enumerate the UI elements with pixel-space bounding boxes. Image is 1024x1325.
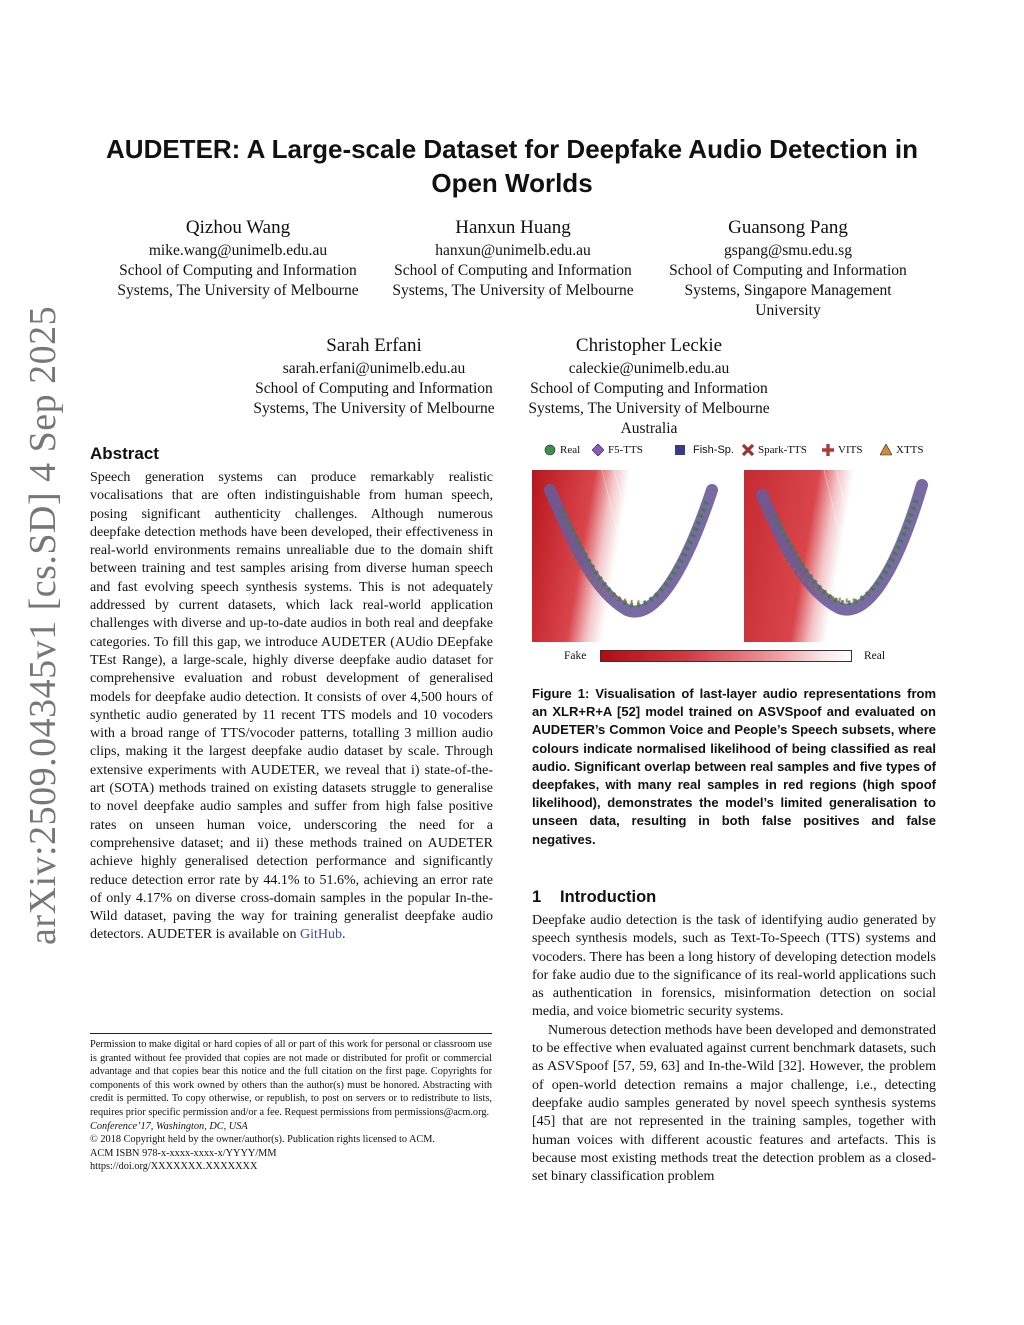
paper-title <box>80 132 944 200</box>
author-block-5 <box>511 334 787 439</box>
author-affiliation-line: School of Computing and Information <box>394 262 632 279</box>
author-name: Guansong Pang <box>728 217 848 238</box>
author-affiliation-line: Systems, The University of Melbourne <box>253 400 495 417</box>
permission-notice: Permission to make digital or hard copies of all or part of this work for personal or classroom use is granted without fee provided that copies are not made or distributed for profit or commercial advantage and that copies bear this notice and the full citation on the first page. Copyrights for components of this work owned by others than the author(s) must be honored. Abstracting with credit is permitted. To copy otherwise, or republish, to post on servers or to redistribute to lists, requires prior specific permission and/or a fee. Request permissions from permissions@acm.org. <box>90 1039 492 1118</box>
abstract-end-period: . <box>341 927 346 943</box>
circle-marker-icon <box>544 444 556 456</box>
abstract-body <box>90 469 493 945</box>
author-block-3 <box>650 216 926 321</box>
isbn-line: ACM ISBN 978-x-xxxx-xxxx-x/YYYY/MM <box>90 1147 277 1159</box>
colorbar-label-fake: Fake <box>564 650 587 662</box>
figure-legend <box>540 441 940 459</box>
author-email: hanxun@unimelb.edu.au <box>435 242 591 259</box>
legend-label: F5-TTS <box>608 444 643 456</box>
introduction-paragraph-1: Deepfake audio detection is the task of identifying audio generated by speech synthesis models, such as Text-To-Speech (TTS) systems and vocoders. There has been a long history of developing detection models for fake audio due to the significance of its real-world applications such as authentication in forensics, misinformation detection on social media, and voice biometric security systems. <box>532 913 936 1020</box>
copyright-line: © 2018 Copyright held by the owner/author(s). Publication rights licensed to ACM. <box>90 1134 436 1146</box>
author-email: sarah.erfani@unimelb.edu.au <box>282 360 466 377</box>
embedding-plot-right-graphic <box>744 470 937 642</box>
legend-label: Fish-Sp. <box>693 444 734 456</box>
embedding-plot-right <box>744 470 937 642</box>
author-block-4 <box>236 334 512 419</box>
legend-label: XTTS <box>896 444 924 456</box>
conference-line: Conference’17, Washington, DC, USA <box>90 1120 248 1132</box>
x-marker-icon <box>742 444 754 456</box>
author-affiliation-line: School of Computing and Information <box>530 380 768 397</box>
introduction-body <box>532 912 936 1186</box>
author-affiliation-line: Systems, The University of Melbourne <box>117 282 359 299</box>
author-name: Sarah Erfani <box>326 335 422 356</box>
footnote-divider <box>90 1033 492 1034</box>
legend-label: VITS <box>838 444 863 456</box>
author-name: Christopher Leckie <box>575 335 723 356</box>
arxiv-identifier-stamp: arXiv:2509.04345v1 [cs.SD] 4 Sep 2025 <box>22 305 64 945</box>
author-affiliation-line: School of Computing and Information <box>669 262 907 279</box>
author-affiliation-line: Australia <box>620 420 678 437</box>
embedding-plot-left <box>532 470 725 642</box>
introduction-paragraph-2: Numerous detection methods have been developed and demonstrated to be effective when evaluated against current benchmark datasets, such as ASVSpoof [57, 59, 63] and In-the-Wild [32]. However, the problem of open-world detection remains a major challenge, i.e., detecting deepfake audio samples generated by novel speech synthesis systems [45] that are not represented in the training samples, together with human voices with different acoustic features and artefacts. This is because most existing methods treat the detection problem as a closed-set binary classification problem <box>532 1022 936 1185</box>
doi-line: https://doi.org/XXXXXXX.XXXXXXX <box>90 1161 258 1173</box>
diamond-marker-icon <box>592 444 604 456</box>
author-name: Hanxun Huang <box>455 217 571 238</box>
author-affiliation-line: University <box>755 302 821 319</box>
abstract-text: Speech generation systems can produce remarkably realistic vocalisations that are often indistinguishable from human speech, posing significant authenticity challenges. Although numerous deepfake detection methods have been developed, their effectiveness in real-world environments remains unrealiable due to the domain shift between training and test samples arising from diverse human speech and fast evolving speech synthesis systems. This is not adequately addressed by current datasets, which lack real-world application challenges with diverse and up-to-date audios in both real and deepfake categories. To fill this gap, we introduce AUDETER (AUdio DEepfake TEst Range), a large-scale, highly diverse deepfake audio dataset for comprehensive evaluation and robust development of generalised models for deepfake audio detection. It consists of over 4,500 hours of synthetic audio generated by 11 recent TTS models and 10 vocoders with a broad range of TTS/vocoder patterns, totalling 3 million audio clips, making it the largest deepfake audio dataset by scale. Through extensive experiments with AUDETER, we reveal that i) state-of-the-art (SOTA) methods trained on existing datasets struggle to generalise to novel deepfake audio samples and suffer from high false positive rates on unseen human voice, underscoring the need for a comprehensive dataset; and ii) these methods trained on AUDETER achieve highly generalised detection performance and significantly reduce detection error rate by 44.1% to 51.6%, achieving an error rate of only 4.17% on diverse cross-domain samples in the popular In-the-Wild dataset, paving the way for training generalist deepfake audio detectors. AUDETER is available on <box>90 470 493 943</box>
section-title: Introduction <box>560 888 657 906</box>
triangle-marker-icon <box>880 444 892 456</box>
square-marker-icon <box>674 444 686 456</box>
author-block-1 <box>100 216 376 301</box>
likelihood-colorbar <box>600 650 852 662</box>
author-affiliation-line: Systems, Singapore Management <box>684 282 892 299</box>
section-heading-introduction <box>532 888 656 907</box>
github-link[interactable]: GitHub <box>299 927 342 943</box>
figure-caption: Figure 1: Visualisation of last-layer audio representations from an XLR+R+A [52] model trained on ASVSpoof and evaluated on AUDETER’s Common Voice and People’s Speech subsets, where colours indicate normalised likelihood of being classified as real audio. Significant overlap between real samples and five types of deepfakes, with many real samples in red regions (high spoof likelihood), demonstrates the model’s limited generalisation to unseen data, resulting in both false positives and false negatives. <box>532 686 936 847</box>
author-block-2 <box>375 216 651 301</box>
legend-label: Spark-TTS <box>758 444 807 456</box>
author-email: gspang@smu.edu.sg <box>724 242 852 259</box>
legend-label: Real <box>560 444 581 456</box>
plus-marker-icon <box>822 444 834 456</box>
copyright-footnote <box>90 1038 492 1174</box>
paper-title-line-2: Open Worlds <box>431 168 593 198</box>
author-affiliation-line: Systems, The University of Melbourne <box>392 282 634 299</box>
author-affiliation-line: School of Computing and Information <box>255 380 493 397</box>
colorbar-label-real: Real <box>864 650 886 662</box>
author-name: Qizhou Wang <box>185 217 291 238</box>
author-affiliation-line: School of Computing and Information <box>119 262 357 279</box>
section-number: 1 <box>532 888 542 906</box>
paper-title-line-1: AUDETER: A Large-scale Dataset for Deepfake Audio Detection in <box>106 134 918 164</box>
author-email: caleckie@unimelb.edu.au <box>568 360 730 377</box>
embedding-plot-left-graphic <box>532 470 725 642</box>
author-affiliation-line: Systems, The University of Melbourne <box>528 400 770 417</box>
abstract-heading: Abstract <box>90 444 159 463</box>
author-email: mike.wang@unimelb.edu.au <box>148 242 328 259</box>
